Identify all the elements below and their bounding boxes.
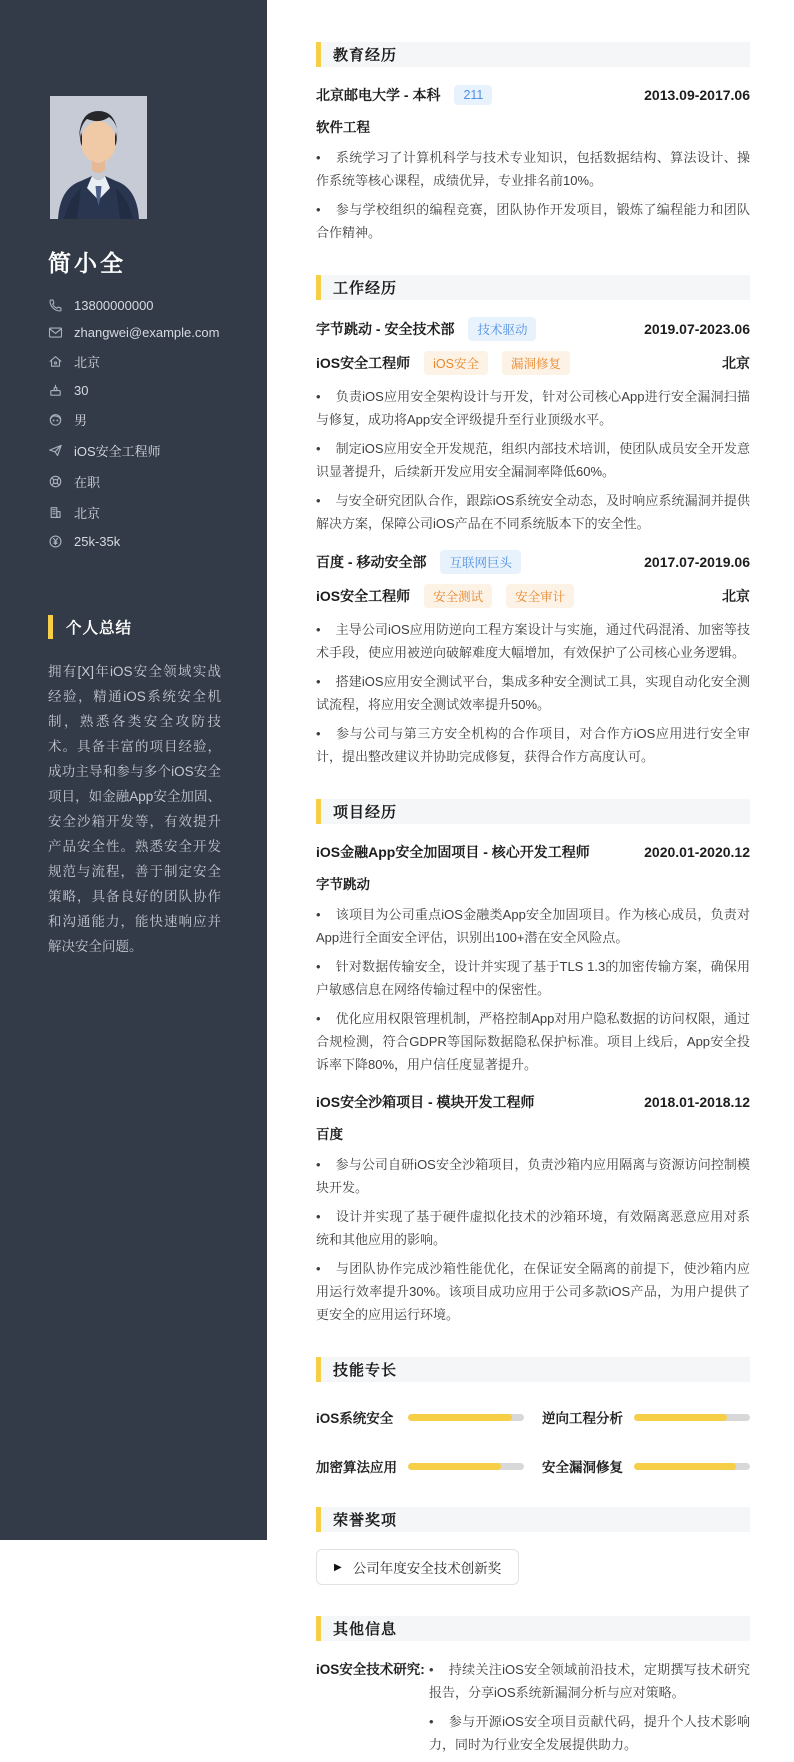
bullet-item [316,1153,750,1199]
portrait-image [50,96,147,219]
job-entry [316,317,750,535]
position-icon [48,443,63,458]
contact-city-text: 北京 [74,506,101,521]
contact-position [48,441,267,460]
education-major: 软件工程 [316,120,370,135]
contact-gender [48,410,267,429]
bullet-item [429,1710,750,1756]
bullet-dot: • [316,1261,321,1276]
bullet-text: 该项目为公司重点iOS金融类App安全加固项目。作为核心成员，负责对App进行全面安全评估，识别出100+潜在安全风险点。 [316,907,750,945]
skill-bar-track [408,1414,524,1421]
bullet-text: 参与公司与第三方安全机构的合作项目，对合作方iOS应用进行安全审计，提出整改建议并协助完成修复，获得合作方高度认可。 [316,726,750,764]
bullet-text: 系统学习了计算机科学与技术专业知识，包括数据结构、算法设计、操作系统等核心课程，成绩优异，专业排名前10%。 [316,150,750,188]
bullet-dot: • [316,150,321,165]
bullet-dot: • [316,493,321,508]
salary-icon [48,534,63,549]
contact-email-text: zhangwei@example.com [74,325,220,340]
work-header [316,275,750,300]
honors-section [316,1507,750,1585]
bullet-dot: • [316,202,321,217]
project-date: 2018.01-2018.12 [644,1094,750,1110]
bullet-dot: • [316,674,321,689]
contact-position-text: iOS安全工程师 [74,444,161,459]
accent-bar [316,1507,321,1532]
other-info-bullets [429,1658,750,1762]
contact-salary [48,534,267,549]
skill-bar-track [634,1414,750,1421]
job-entry [316,550,750,768]
other-info-row [316,1658,750,1762]
bullet-text: 优化应用权限管理机制，严格控制App对用户隐私数据的访问权限，通过合规检测，符合GDPR等国际数据隐私保护标准。项目上线后，App安全投诉率下降80%，用户信任度显著提升。 [316,1011,750,1072]
bullet-item [316,955,750,1001]
contact-email [48,325,267,340]
resume-main [267,0,794,1752]
education-header [316,42,750,67]
projects-title: 项目经历 [333,804,398,821]
personal-summary-text: 拥有[X]年iOS安全领域实战经验，精通iOS系统安全机制，熟悉各类安全攻防技术。具备丰富的项目经验，成功主导和参与多个iOS安全项目，如金融App安全加固、安全沙箱开发等，有效提升产品安全性。熟悉安全开发规范与流程，善于制定安全策略，具备良好的团队协作和沟通能力，能快速响应并解决安全问题。 [48,664,221,954]
project-entry [316,841,750,1076]
skill-bar-fill [634,1414,727,1421]
job-role: iOS安全工程师 [316,355,411,371]
skills-header [316,1357,750,1382]
bullet-dot: • [316,622,321,637]
company-name: 百度 - 移动安全部 [316,554,427,570]
candidate-name: 简小全 [48,250,126,276]
honor-item-button[interactable] [316,1549,519,1585]
skill-bar-fill [408,1463,501,1470]
skills-grid [316,1407,750,1476]
accent-bar [316,1357,321,1382]
company-badge: 互联网巨头 [440,550,521,574]
contact-list [48,298,267,549]
personal-summary-title: 个人总结 [66,620,133,637]
bullet-dot: • [316,441,321,456]
skill-item [542,1456,750,1476]
bullet-text: 主导公司iOS应用防逆向工程方案设计与实施，通过代码混淆、加密等技术手段，使应用被逆向破解难度大幅增加，有效保护了公司核心业务逻辑。 [316,622,750,660]
bullet-item [316,198,750,244]
projects-header [316,799,750,824]
contact-phone-text: 13800000000 [74,298,154,313]
contact-salary-text: 25k-35k [74,534,121,549]
status-icon [48,474,63,489]
role-badge: 安全审计 [506,584,574,608]
bullet-text: 与安全研究团队合作，跟踪iOS系统安全动态，及时响应系统漏洞并提供解决方案，保障公司iOS产品在不同系统版本下的安全性。 [316,493,750,531]
bullet-dot: • [316,389,321,404]
contact-age [48,383,267,398]
profile-photo [50,96,147,219]
accent-bar [316,42,321,67]
skill-bar-fill [408,1414,512,1421]
company-name: 字节跳动 - 安全技术部 [316,321,455,337]
bullet-item [316,618,750,664]
project-name: iOS安全沙箱项目 - 模块开发工程师 [316,1094,535,1110]
bullet-dot: • [316,907,321,922]
expand-arrow-icon: ▶ [334,1561,342,1573]
skills-section [316,1357,750,1476]
bullet-item [316,903,750,949]
skill-item [316,1456,524,1476]
home-icon [48,354,63,369]
skill-name: 加密算法应用 [316,1460,397,1475]
bullet-item [316,1007,750,1076]
skill-item [542,1407,750,1427]
school-badge: 211 [454,85,492,105]
bullet-text: 参与学校组织的编程竞赛，团队协作开发项目，锻炼了编程能力和团队合作精神。 [316,202,750,240]
bullet-dot: • [316,1209,321,1224]
bullet-text: 制定iOS应用安全开发规范，组织内部技术培训，使团队成员安全开发意识显著提升，后续新开发应用安全漏洞率降低60%。 [316,441,750,479]
skills-title: 技能专长 [333,1362,398,1379]
bullet-dot: • [316,726,321,741]
skill-bar-track [634,1463,750,1470]
contact-status-text: 在职 [74,475,101,490]
project-date: 2020.01-2020.12 [644,844,750,860]
bullet-text: 设计并实现了基于硬件虚拟化技术的沙箱环境，有效隔离恶意应用对系统和其他应用的影响。 [316,1209,750,1247]
education-entry-row [316,84,750,106]
bullet-item [316,1205,750,1251]
project-company: 字节跳动 [316,877,370,892]
project-entry [316,1091,750,1326]
bullet-text: 与团队协作完成沙箱性能优化，在保证安全隔离的前提下，使沙箱内应用运行效率提升30%。该项目成功应用于公司多款iOS产品，为用户提供了更安全的应用运行环境。 [316,1261,750,1322]
bullet-item [316,437,750,483]
education-title: 教育经历 [333,47,398,64]
bullet-text: 针对数据传输安全，设计并实现了基于TLS 1.3的加密传输方案，确保用户敏感信息在网络传输过程中的保密性。 [316,959,750,997]
contact-home-text: 北京 [74,355,101,370]
bullet-item [316,489,750,535]
contact-home [48,352,267,371]
bullet-text: 参与公司自研iOS安全沙箱项目，负责沙箱内应用隔离与资源访问控制模块开发。 [316,1157,750,1195]
skill-name: iOS系统安全 [316,1411,394,1426]
bullet-dot: • [316,959,321,974]
gender-icon [48,412,63,427]
accent-bar [48,615,53,639]
city-icon [48,505,63,520]
honor-item-label: 公司年度安全技术创新奖 [352,1561,502,1576]
work-section [316,275,750,768]
role-badge: 漏洞修复 [502,351,570,375]
bullet-item [316,1257,750,1326]
skill-name: 逆向工程分析 [542,1411,623,1426]
bullet-item [316,670,750,716]
job-role: iOS安全工程师 [316,588,411,604]
role-badge: 安全测试 [424,584,492,608]
work-title: 工作经历 [333,280,398,297]
contact-age-text: 30 [74,383,89,398]
accent-bar [316,275,321,300]
other-info-title: 其他信息 [333,1621,398,1638]
education-date: 2013.09-2017.06 [644,87,750,103]
bullet-item [316,722,750,768]
bullet-item [429,1658,750,1704]
bullet-dot: • [316,1011,321,1026]
bullet-text: 负责iOS应用安全架构设计与开发，针对公司核心App进行安全漏洞扫描与修复，成功将App安全评级提升至行业顶级水平。 [316,389,750,427]
contact-city [48,503,267,522]
bullet-dot: • [429,1714,434,1729]
role-badge: iOS安全 [424,351,488,375]
skill-bar-track [408,1463,524,1470]
honors-title: 荣誉奖项 [333,1512,398,1529]
other-info-header [316,1616,750,1641]
bullet-text: 参与开源iOS安全项目贡献代码，提升个人技术影响力，同时为行业安全发展提供助力。 [429,1714,750,1752]
bullet-text: 搭建iOS应用安全测试平台，集成多种安全测试工具，实现自动化安全测试流程，将应用安全测试效率提升50%。 [316,674,750,712]
project-name: iOS金融App安全加固项目 - 核心开发工程师 [316,844,590,860]
accent-bar [316,1616,321,1641]
skill-name: 安全漏洞修复 [542,1460,623,1475]
bullet-dot: • [316,1157,321,1172]
personal-summary-header [48,615,267,639]
bullet-item [316,146,750,192]
age-icon [48,383,63,398]
company-badge: 技术驱动 [468,317,536,341]
email-icon [48,325,63,340]
job-location: 北京 [722,588,750,604]
job-location: 北京 [722,355,750,371]
sidebar [0,0,267,1540]
projects-section [316,799,750,1326]
other-info-section [316,1616,750,1762]
school-name: 北京邮电大学 - 本科 [316,87,441,103]
honors-header [316,1507,750,1532]
education-section [316,42,750,244]
phone-icon [48,298,63,313]
project-company: 百度 [316,1127,343,1142]
contact-gender-text: 男 [74,413,88,428]
contact-status [48,472,267,491]
job-date: 2019.07-2023.06 [644,321,750,337]
bullet-dot: • [429,1662,434,1677]
job-date: 2017.07-2019.06 [644,554,750,570]
accent-bar [316,799,321,824]
bullet-text: 持续关注iOS安全领域前沿技术，定期撰写技术研究报告，分享iOS系统新漏洞分析与应对策略。 [429,1662,750,1700]
bullet-item [316,385,750,431]
personal-summary-section [0,615,267,959]
skill-bar-fill [634,1463,736,1470]
skill-item [316,1407,524,1427]
contact-phone [48,298,267,313]
other-info-label: iOS安全技术研究: [316,1662,425,1677]
